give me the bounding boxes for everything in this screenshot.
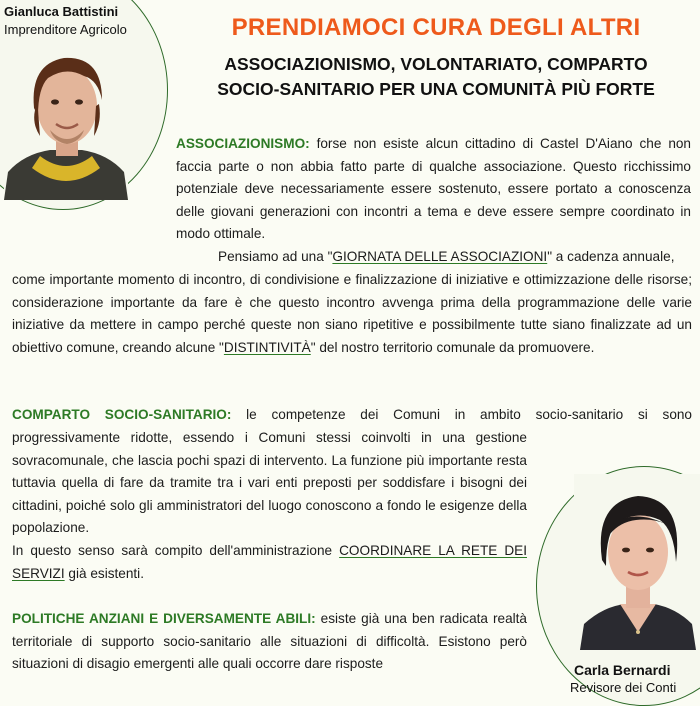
section-associazionismo-continued bbox=[12, 269, 692, 359]
page-subtitle bbox=[176, 52, 696, 102]
text-segment: " a cadenza annuale, bbox=[547, 248, 675, 264]
profile-gianluca bbox=[0, 0, 168, 210]
paragraph bbox=[12, 404, 692, 427]
paragraph bbox=[176, 133, 691, 246]
profile-name: Gianluca Battistini bbox=[4, 4, 119, 19]
section-politiche-anziani bbox=[12, 608, 527, 676]
profile-carla bbox=[530, 466, 700, 706]
section-text: le competenze dei Comuni in ambito socio-sanitario si sono bbox=[231, 407, 692, 422]
profile-role: Imprenditore Agricolo bbox=[4, 22, 127, 37]
paragraph bbox=[176, 246, 691, 269]
text-segment: " del nostro territorio comunale da promuovere. bbox=[310, 339, 595, 355]
text-segment: Pensiamo ad una " bbox=[218, 248, 333, 264]
highlight-coordinare-rete: COORDINARE LA RETE DEI SERVIZI bbox=[12, 542, 527, 581]
section-associazionismo bbox=[176, 133, 691, 269]
portrait-photo-woman bbox=[574, 474, 700, 650]
section-socio-sanitario-continued bbox=[12, 427, 527, 585]
section-text: forse non esiste alcun cittadino di Castel D'Aiano che non faccia parte o non abbia fatto parte di qualche associazione. Questo ricchissimo potenziale deve necessariamente essere sostenuto, essere portato a conoscenza delle giovani generazioni con incontri a tema e deve essere sempre coordinato in modo ottimale. bbox=[176, 136, 691, 242]
highlight-distintivita: DISTINTIVITÀ bbox=[223, 339, 311, 355]
profile-name: Carla Bernardi bbox=[574, 662, 671, 678]
section-socio-sanitario bbox=[12, 404, 692, 427]
section-label: COMPARTO SOCIO-SANITARIO: bbox=[12, 407, 232, 422]
section-label: POLITICHE ANZIANI E DIVERSAMENTE ABILI: bbox=[12, 611, 316, 626]
paragraph bbox=[12, 540, 527, 585]
highlight-giornata-associazioni: GIORNATA DELLE ASSOCIAZIONI bbox=[332, 248, 548, 264]
paragraph bbox=[12, 269, 692, 359]
profile-role: Revisore dei Conti bbox=[570, 680, 677, 695]
text-segment: come importante momento di incontro, di condivisione e finalizzazione di iniziative e ottimizzazione delle risorse; considerazione importante da fare è che questo incontro avvenga prima della programmazione delle varie iniziative da mettere in campo perché queste non siano ripetitive e possibilmente tutte siano finalizzate ad un obiettivo comune, creando alcune " bbox=[12, 272, 692, 355]
paragraph: progressivamente ridotte, essendo i Comuni stessi coinvolti in una gestione sovracomunale, che lascia pochi spazi di intervento. La funzione più importante resta tuttavia quella di fare da tramite tra i vari enti preposti per soddisfare i bisogni dei cittadini, poiché solo gli amministratori del luogo conoscono a fondo le esigenze della popolazione. bbox=[12, 430, 527, 536]
section-label: ASSOCIAZIONISMO: bbox=[176, 136, 310, 151]
text-segment: In questo senso sarà compito dell'amministrazione bbox=[12, 542, 340, 558]
page-title: PRENDIAMOCI CURA DEGLI ALTRI bbox=[231, 14, 641, 41]
paragraph bbox=[12, 608, 527, 676]
text-segment: già esistenti. bbox=[64, 565, 144, 581]
subtitle-line-1: ASSOCIAZIONISMO, VOLONTARIATO, COMPARTO bbox=[224, 54, 648, 74]
subtitle-line-2: SOCIO-SANITARIO PER UNA COMUNITÀ PIÙ FORTE bbox=[217, 79, 655, 99]
section-text: esiste già una ben radicata realtà territoriale di supporto socio-sanitario alle situazioni di difficoltà. Esistono però situazioni di disagio emergenti alle quali occorre dare risposte bbox=[12, 611, 527, 672]
portrait-photo-man bbox=[4, 44, 128, 200]
